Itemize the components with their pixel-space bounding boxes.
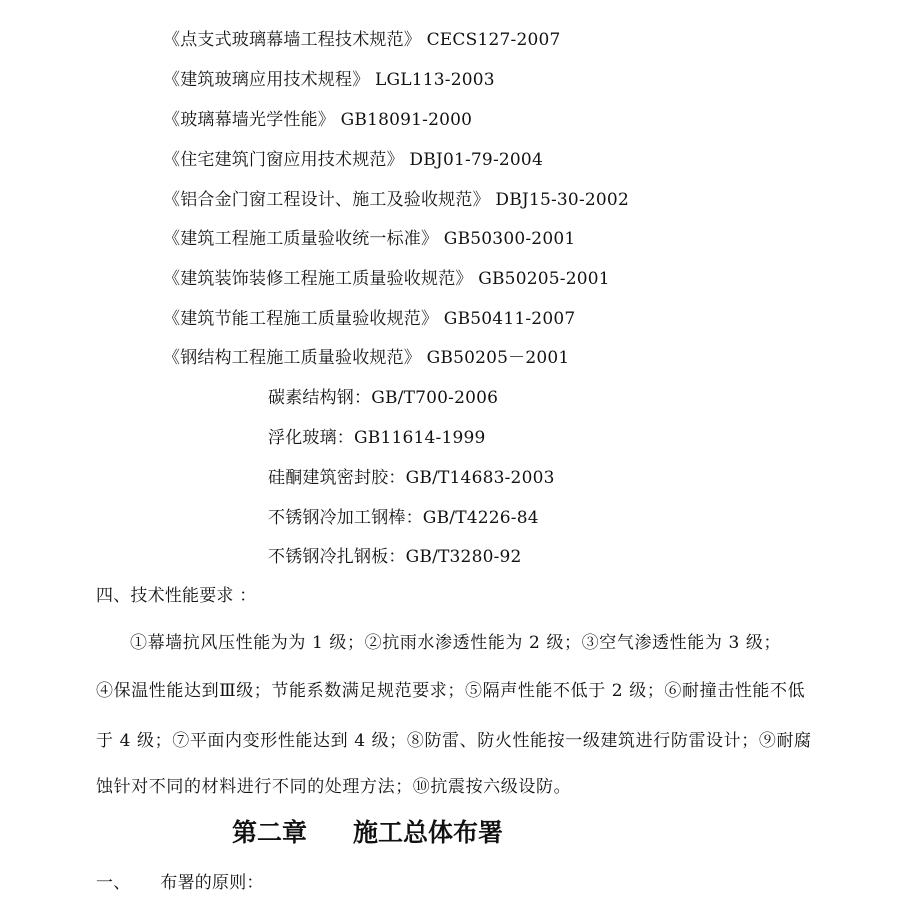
standard-item: 《玻璃幕墙光学性能》 GB18091-2000: [163, 110, 473, 130]
standard-item: 《点支式玻璃幕墙工程技术规范》 CECS127-2007: [163, 30, 561, 50]
standard-item: 《铝合金门窗工程设计、施工及验收规范》 DBJ15-30-2002: [163, 190, 629, 210]
paragraph-line: ①幕墙抗风压性能为为 1 级；②抗雨水渗透性能为 2 级；③空气渗透性能为 3 级；: [130, 633, 782, 653]
material-standard: 不锈钢冷加工钢棒：GB/T4226-84: [268, 508, 539, 528]
subsection-heading: [96, 872, 264, 894]
material-standard: 碳素结构钢：GB/T700-2006: [268, 388, 499, 408]
standard-item: 《建筑玻璃应用技术规程》 LGL113-2003: [163, 70, 495, 90]
paragraph-line: 于 4 级；⑦平面内变形性能达到 4 级；⑧防雷、防火性能按一级建筑进行防雷设计；⑨耐腐: [96, 731, 812, 751]
standard-item: 《住宅建筑门窗应用技术规范》 DBJ01-79-2004: [163, 150, 543, 170]
chapter-title: 施工总体布署: [353, 818, 504, 847]
chapter-heading: [232, 818, 503, 848]
subsection-number: 一、: [96, 873, 131, 893]
paragraph-line: ④保温性能达到Ⅲ级；节能系数满足规范要求；⑤隔声性能不低于 2 级；⑥耐撞击性能不低: [96, 681, 806, 701]
standard-item: 《建筑工程施工质量验收统一标准》 GB50300-2001: [163, 229, 576, 249]
chapter-number: 第二章: [232, 818, 308, 847]
standard-item: 《建筑装饰装修工程施工质量验收规范》 GB50205-2001: [163, 269, 610, 289]
material-standard: 硅酮建筑密封胶：GB/T14683-2003: [268, 468, 555, 488]
material-standard: 不锈钢冷扎钢板：GB/T3280-92: [268, 547, 522, 567]
material-standard: 浮化玻璃：GB11614-1999: [268, 428, 486, 448]
subsection-title: 布署的原则：: [160, 873, 264, 893]
standard-item: 《建筑节能工程施工质量验收规范》 GB50411-2007: [163, 309, 576, 329]
paragraph-line: 蚀针对不同的材料进行不同的处理方法；⑩抗震按六级设防。: [96, 777, 572, 797]
section-heading: 四、技术性能要求 ：: [96, 586, 257, 606]
standard-item: 《钢结构工程施工质量验收规范》 GB50205－2001: [163, 348, 570, 368]
